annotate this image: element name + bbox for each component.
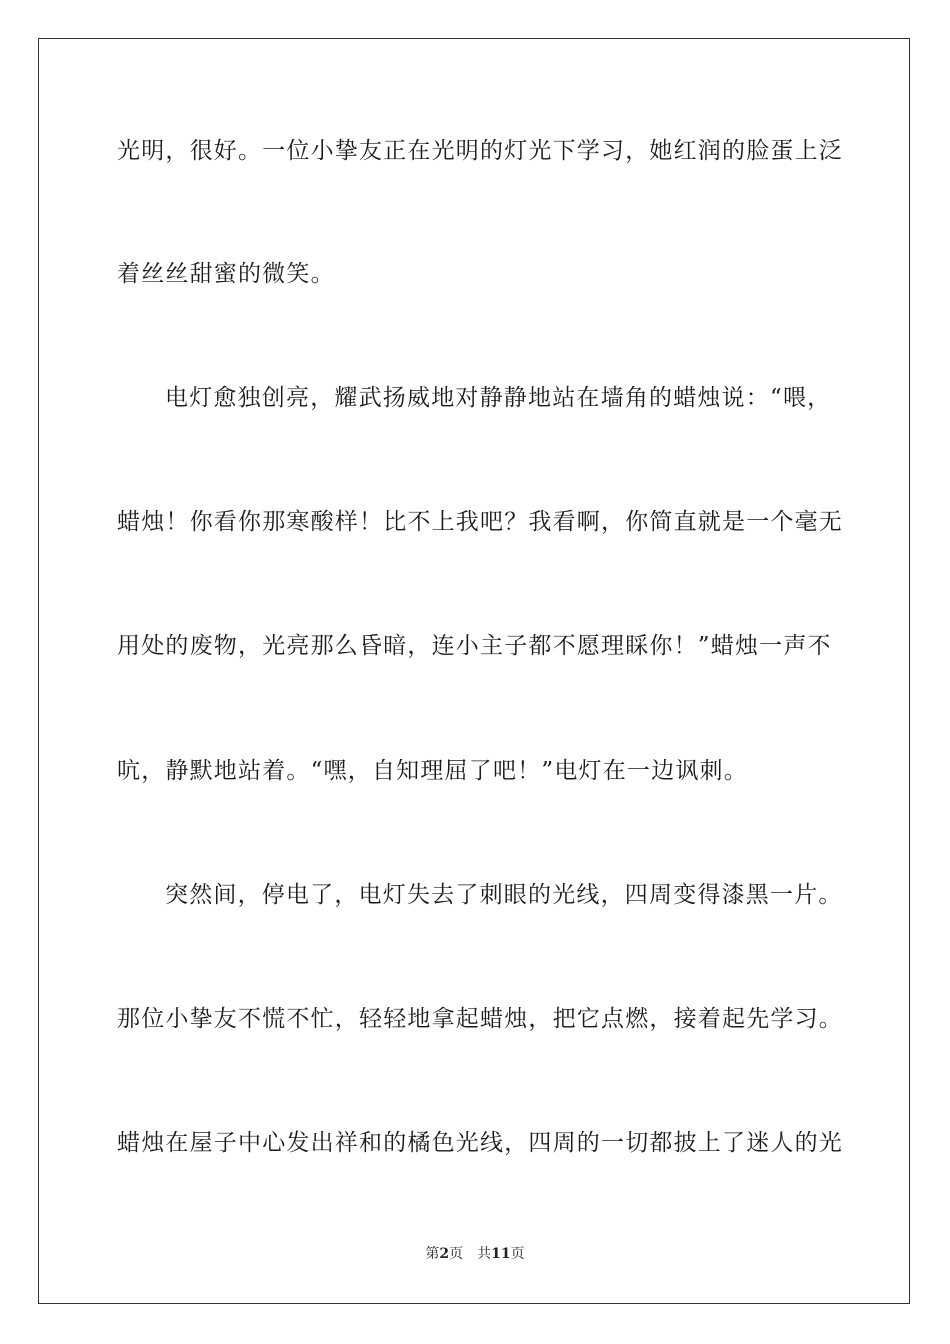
page-label-prefix: 第: [425, 1246, 440, 1262]
text-line: 蜡烛在屋子中心发出祥和的橘色光线，四周的一切都披上了迷人的光: [117, 1130, 843, 1156]
text-line: 用处的废物，光亮那么昏暗，连小主子都不愿理睬你！”蜡烛一声不: [117, 633, 832, 659]
page-border: [38, 38, 910, 1304]
text-line: 蜡烛！你看你那寒酸样！比不上我吧？我看啊，你简直就是一个毫无: [117, 509, 843, 535]
total-pages-number: 11: [491, 1246, 511, 1262]
page-footer: [0, 1245, 950, 1263]
total-label-prefix: 共: [477, 1246, 492, 1262]
text-line: 那位小挚友不慌不忙，轻轻地拿起蜡烛，把它点燃，接着起先学习。: [117, 1006, 843, 1032]
text-line: 着丝丝甜蜜的微笑。: [117, 261, 335, 287]
total-label-suffix: 页: [510, 1246, 525, 1262]
text-line: 吭，静默地站着。“嘿，自知理屈了吧！”电灯在一边讽刺。: [117, 758, 748, 784]
page-label-suffix: 页: [449, 1246, 464, 1262]
text-line: 光明，很好。一位小挚友正在光明的灯光下学习，她红润的脸蛋上泛: [117, 138, 843, 164]
paragraph-start-line: 突然间，停电了，电灯失去了刺眼的光线，四周变得漆黑一片。: [165, 882, 843, 908]
current-page-number: 2: [439, 1246, 450, 1262]
paragraph-start-line: 电灯愈独创亮，耀武扬威地对静静地站在墙角的蜡烛说：“喂，: [165, 385, 832, 411]
